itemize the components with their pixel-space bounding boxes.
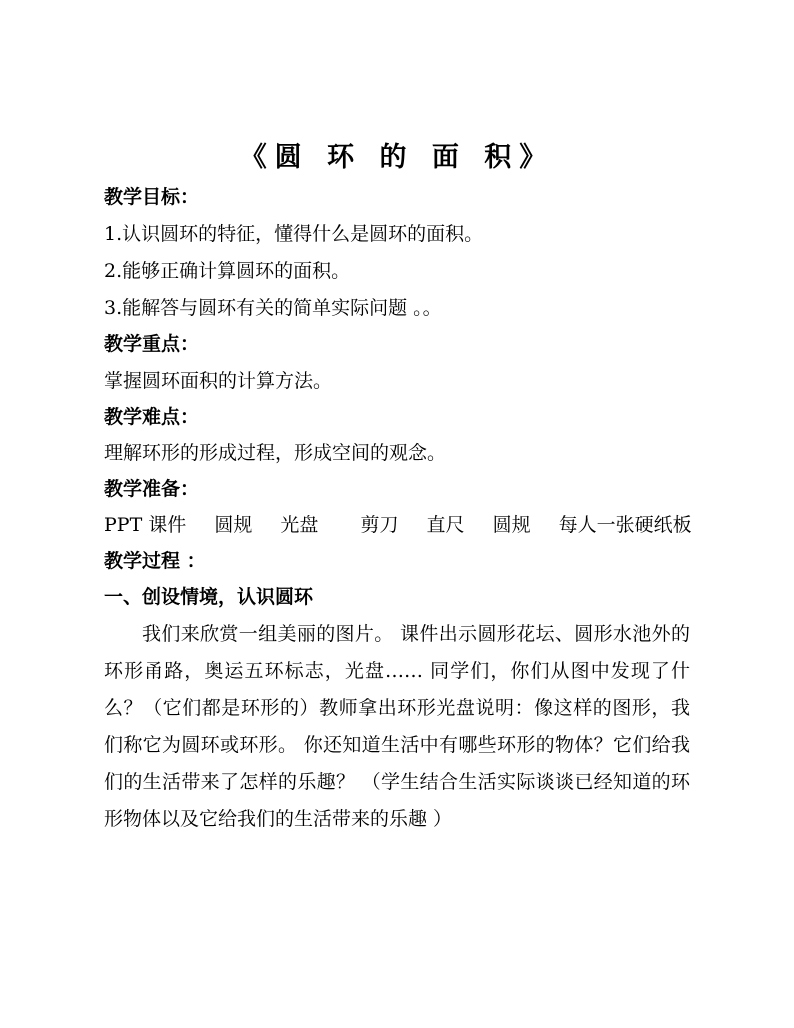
prep-item: 圆规 [492, 514, 531, 536]
objective-item-3: 3.能解答与圆环有关的简单实际问题 。。 [104, 297, 442, 319]
objective-item-1: 1.认识圆环的特征，懂得什么是圆环的面积。 [104, 223, 484, 245]
key-points-text: 掌握圆环面积的计算方法。 [104, 370, 333, 392]
section1-heading: 一、创设情境，认识圆环 [104, 586, 314, 608]
difficulties-text: 理解环形的形成过程，形成空间的观念。 [104, 442, 447, 464]
preparation-heading: 教学准备： [104, 478, 200, 500]
key-points-heading: 教学重点： [104, 333, 200, 355]
document-title: 《圆 环 的 面 积》 [239, 142, 555, 173]
difficulties-heading: 教学难点： [104, 406, 200, 428]
objective-item-2: 2.能够正确计算圆环的面积。 [104, 260, 351, 282]
prep-item: 每人一张硬纸板 [558, 514, 692, 536]
prep-item: 直尺 [426, 514, 465, 536]
section1-paragraph: 我们来欣赏一组美丽的图片。 课件出示圆形花坛、圆形水池外的环形甬路，奥运五环标志，光盘…… 同学们，你们从图中发现了什么？（它们都是环形的）教师拿出环形光盘说明：像这样的图形，我们称它为圆环或环形。 你还知道生活中有哪些环形的物体？它们给我们的生活带来了怎样的乐趣？ （学生结合生活实际谈谈已经知道的环形物体以及它给我们的生活带来的乐趣 ） [104, 623, 690, 830]
process-heading: 教学过程 ： [104, 550, 206, 572]
prep-item: 光盘 [280, 514, 319, 536]
objectives-heading: 教学目标： [104, 186, 200, 208]
prep-item: PPT 课件 [104, 514, 187, 536]
prep-item: 剪刀 [360, 514, 399, 536]
prep-item: 圆规 [214, 514, 253, 536]
preparation-list [104, 512, 714, 538]
